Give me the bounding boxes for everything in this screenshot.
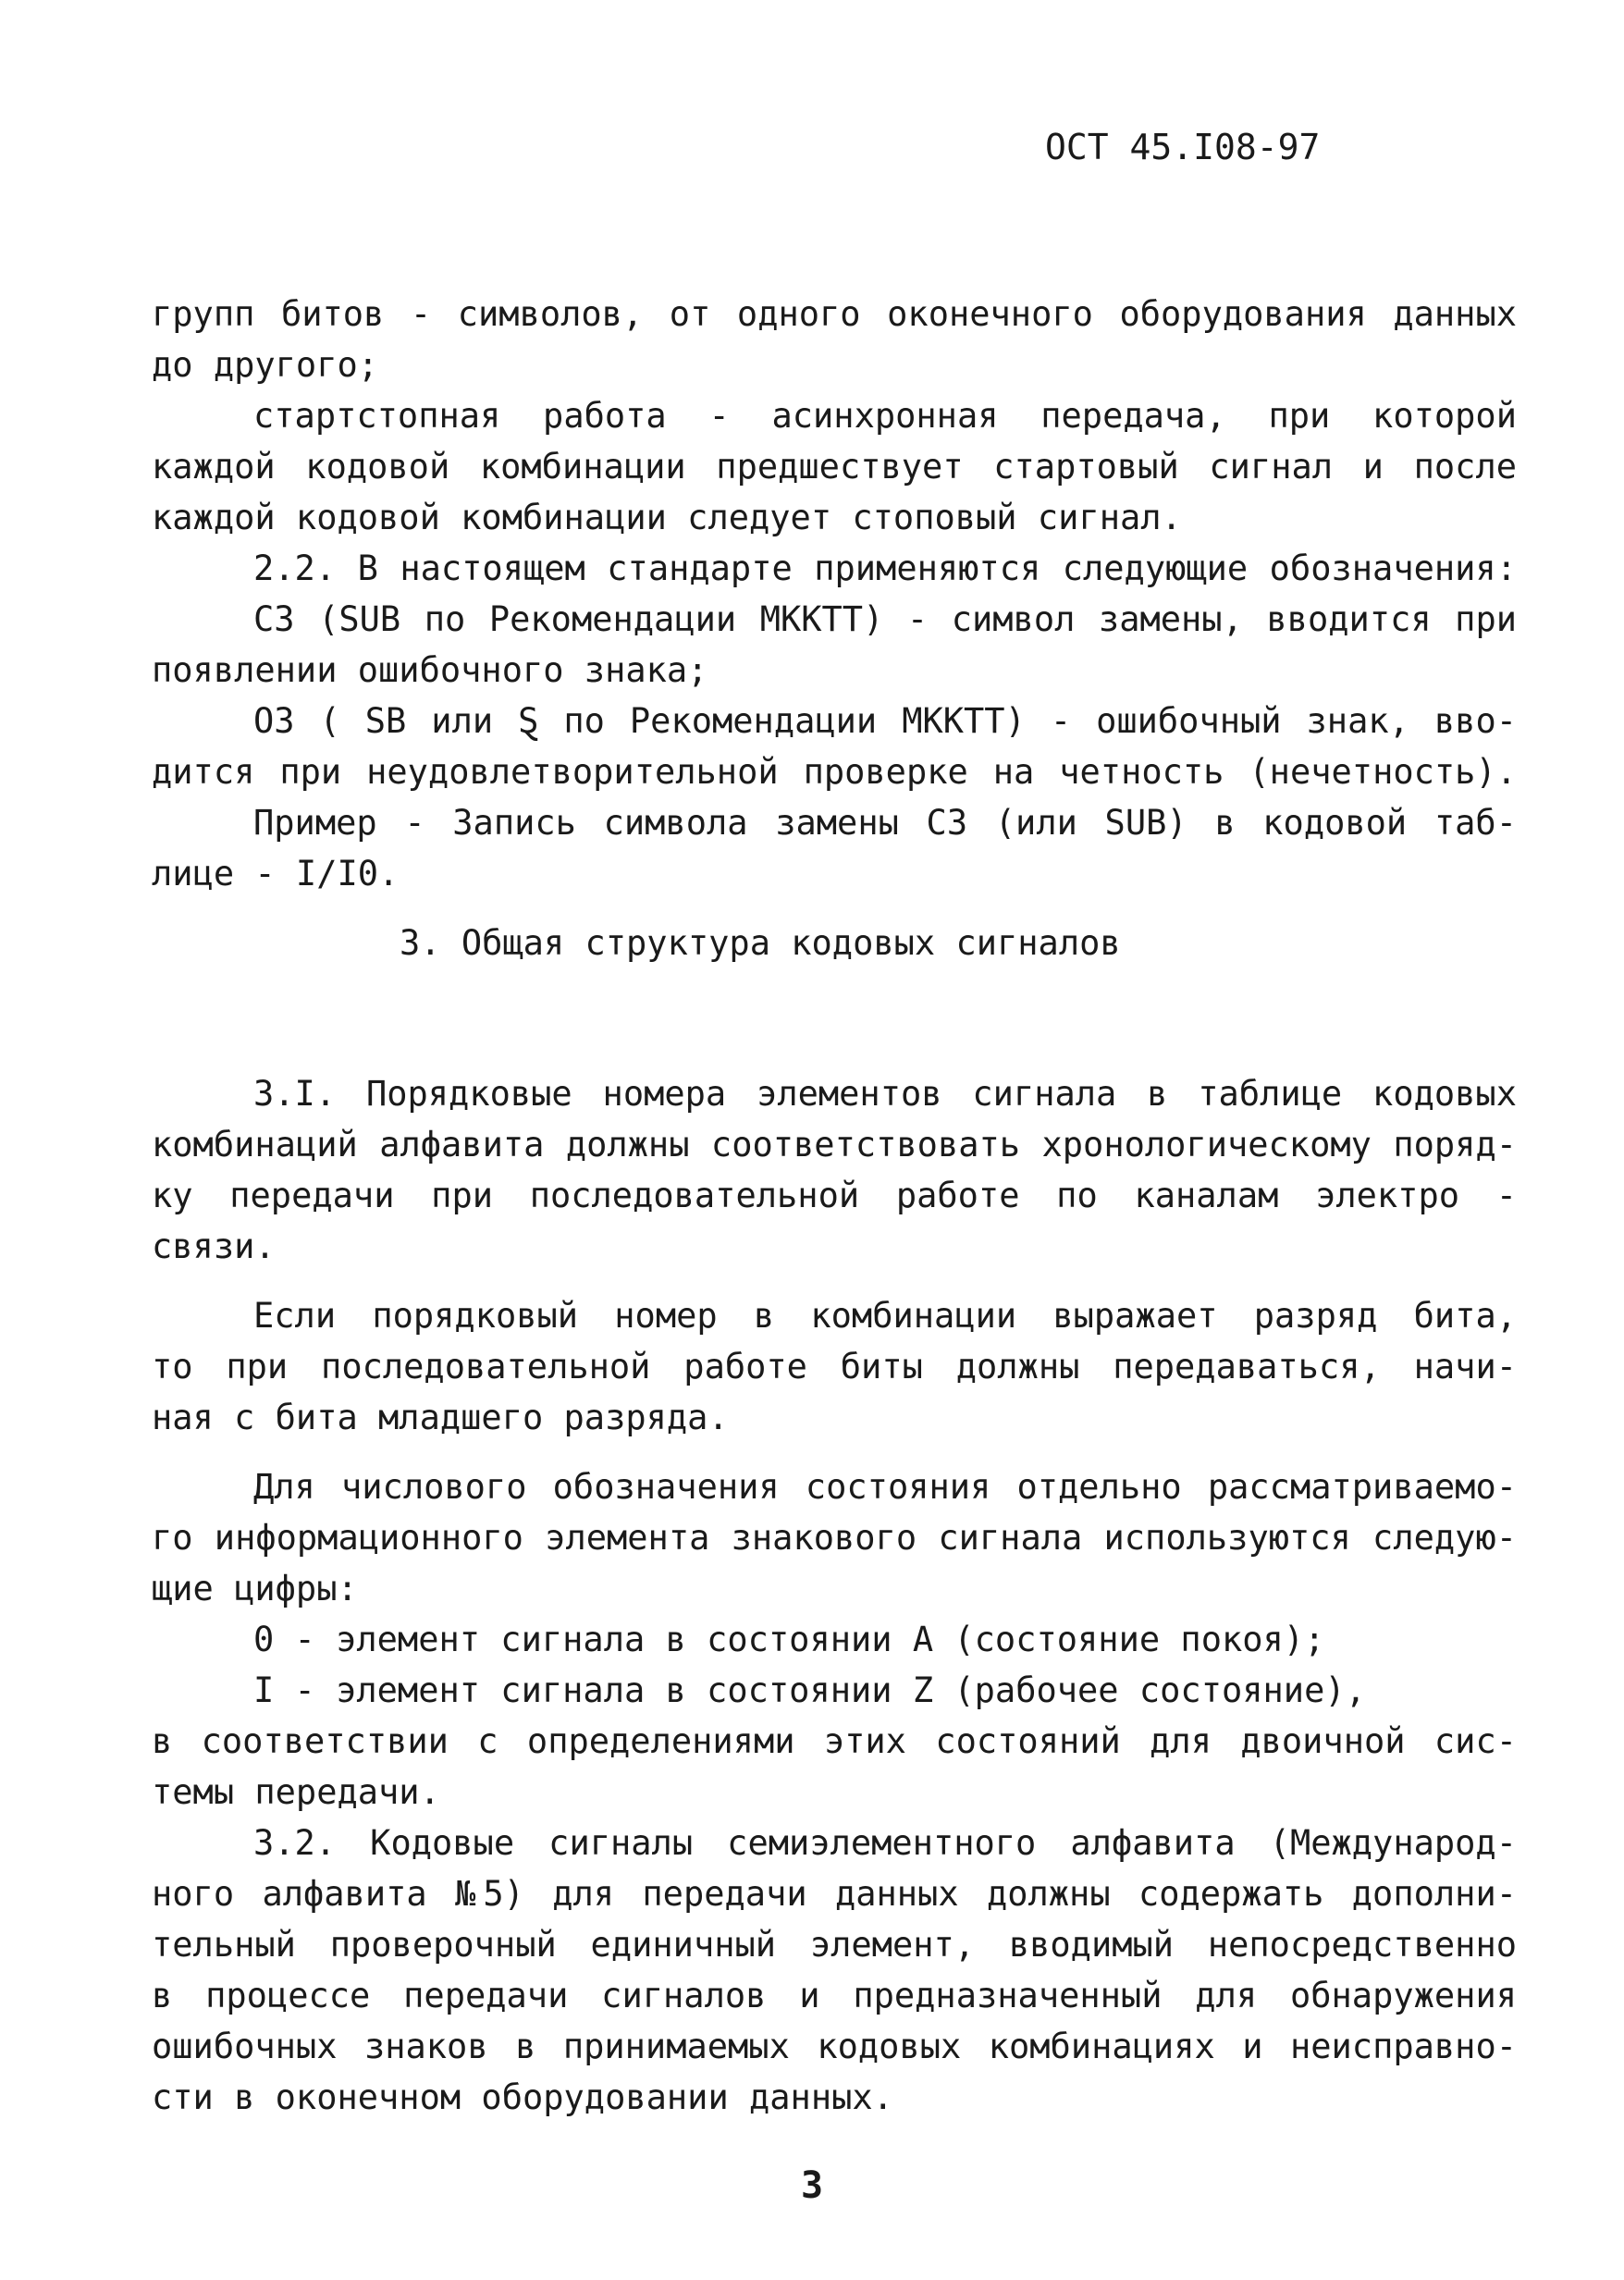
text-line: дится при неудовлетворительной проверке на четность (нечетность). (152, 752, 1517, 792)
text-line: связи. (152, 1226, 276, 1266)
text-line: каждой кодовой комбинации предшествует стартовый сигнал и после (152, 447, 1517, 487)
text-line: групп битов - символов, от одного оконечного оборудования данных (152, 294, 1517, 334)
symbol-sz-definition: СЗ (SUB по Рекомендации МККТТ) - символ замены, вводится при (253, 599, 1517, 639)
clause-3-2: 3.2. Кодовые сигналы семиэлементного алфавита (Международ- (253, 1823, 1517, 1863)
term-definition-start-stop: стартстопная работа - асинхронная передача, при которой (253, 396, 1517, 436)
symbol-oz-definition: ОЗ ( SB или Ȿ по Рекомендации МККТТ) - ошибочный знак, вво- (253, 701, 1517, 741)
text-line: лице - I/I0. (152, 854, 400, 894)
text-line: в процессе передачи сигналов и предназначенный для обнаружения (152, 1976, 1517, 2015)
page-number: 3 (800, 2164, 824, 2207)
state-zero-definition: 0 - элемент сигнала в состоянии A (состояние покоя); (253, 1620, 1325, 1659)
paragraph-bit-order: Если порядковый номер в комбинации выражает разряд бита, (253, 1296, 1517, 1336)
text-line: появлении ошибочного знака; (152, 650, 708, 690)
clause-3-1: 3.I. Порядковые номера элементов сигнала в таблице кодовых (253, 1074, 1517, 1114)
text-line: темы передачи. (152, 1772, 440, 1812)
text-line: ная с бита младшего разряда. (152, 1398, 729, 1437)
clause-2-2: 2.2. В настоящем стандарте применяются следующие обозначения: (253, 548, 1517, 588)
text-line: до другого; (152, 345, 379, 385)
text-line: комбинаций алфавита должны соответствовать хронологическому поряд- (152, 1125, 1517, 1165)
section-heading-3: 3. Общая структура кодовых сигналов (400, 923, 1121, 963)
text-line: щие цифры: (152, 1569, 358, 1608)
text-line: ку передачи при последовательной работе по каналам электро - (152, 1176, 1517, 1215)
text-line: ного алфавита №5) для передачи данных должны содержать дополни- (152, 1874, 1517, 1914)
text-line: ошибочных знаков в принимаемых кодовых комбинациях и неисправно- (152, 2027, 1517, 2066)
state-one-definition: I - элемент сигнала в состоянии Z (рабочее состояние), (253, 1670, 1366, 1710)
body-text (152, 289, 1517, 2123)
text-line: го информационного элемента знакового сигнала используются следую- (152, 1518, 1517, 1558)
document-code: ОСТ 45.I08-97 (1045, 127, 1321, 167)
text-line: то при последовательной работе биты должны передаваться, начи- (152, 1347, 1517, 1386)
text-line: тельный проверочный единичный элемент, вводимый непосредственно (152, 1925, 1517, 1965)
text-line: каждой кодовой комбинации следует стоповый сигнал. (152, 498, 1182, 537)
example-note: Пример - Запись символа замены СЗ (или SUB) в кодовой таб- (253, 803, 1517, 843)
text-line: в соответствии с определениями этих состояний для двоичной сис- (152, 1721, 1517, 1761)
paragraph-state-digits: Для числового обозначения состояния отдельно рассматриваемо- (253, 1467, 1517, 1507)
text-line: сти в оконечном оборудовании данных. (152, 2077, 893, 2117)
